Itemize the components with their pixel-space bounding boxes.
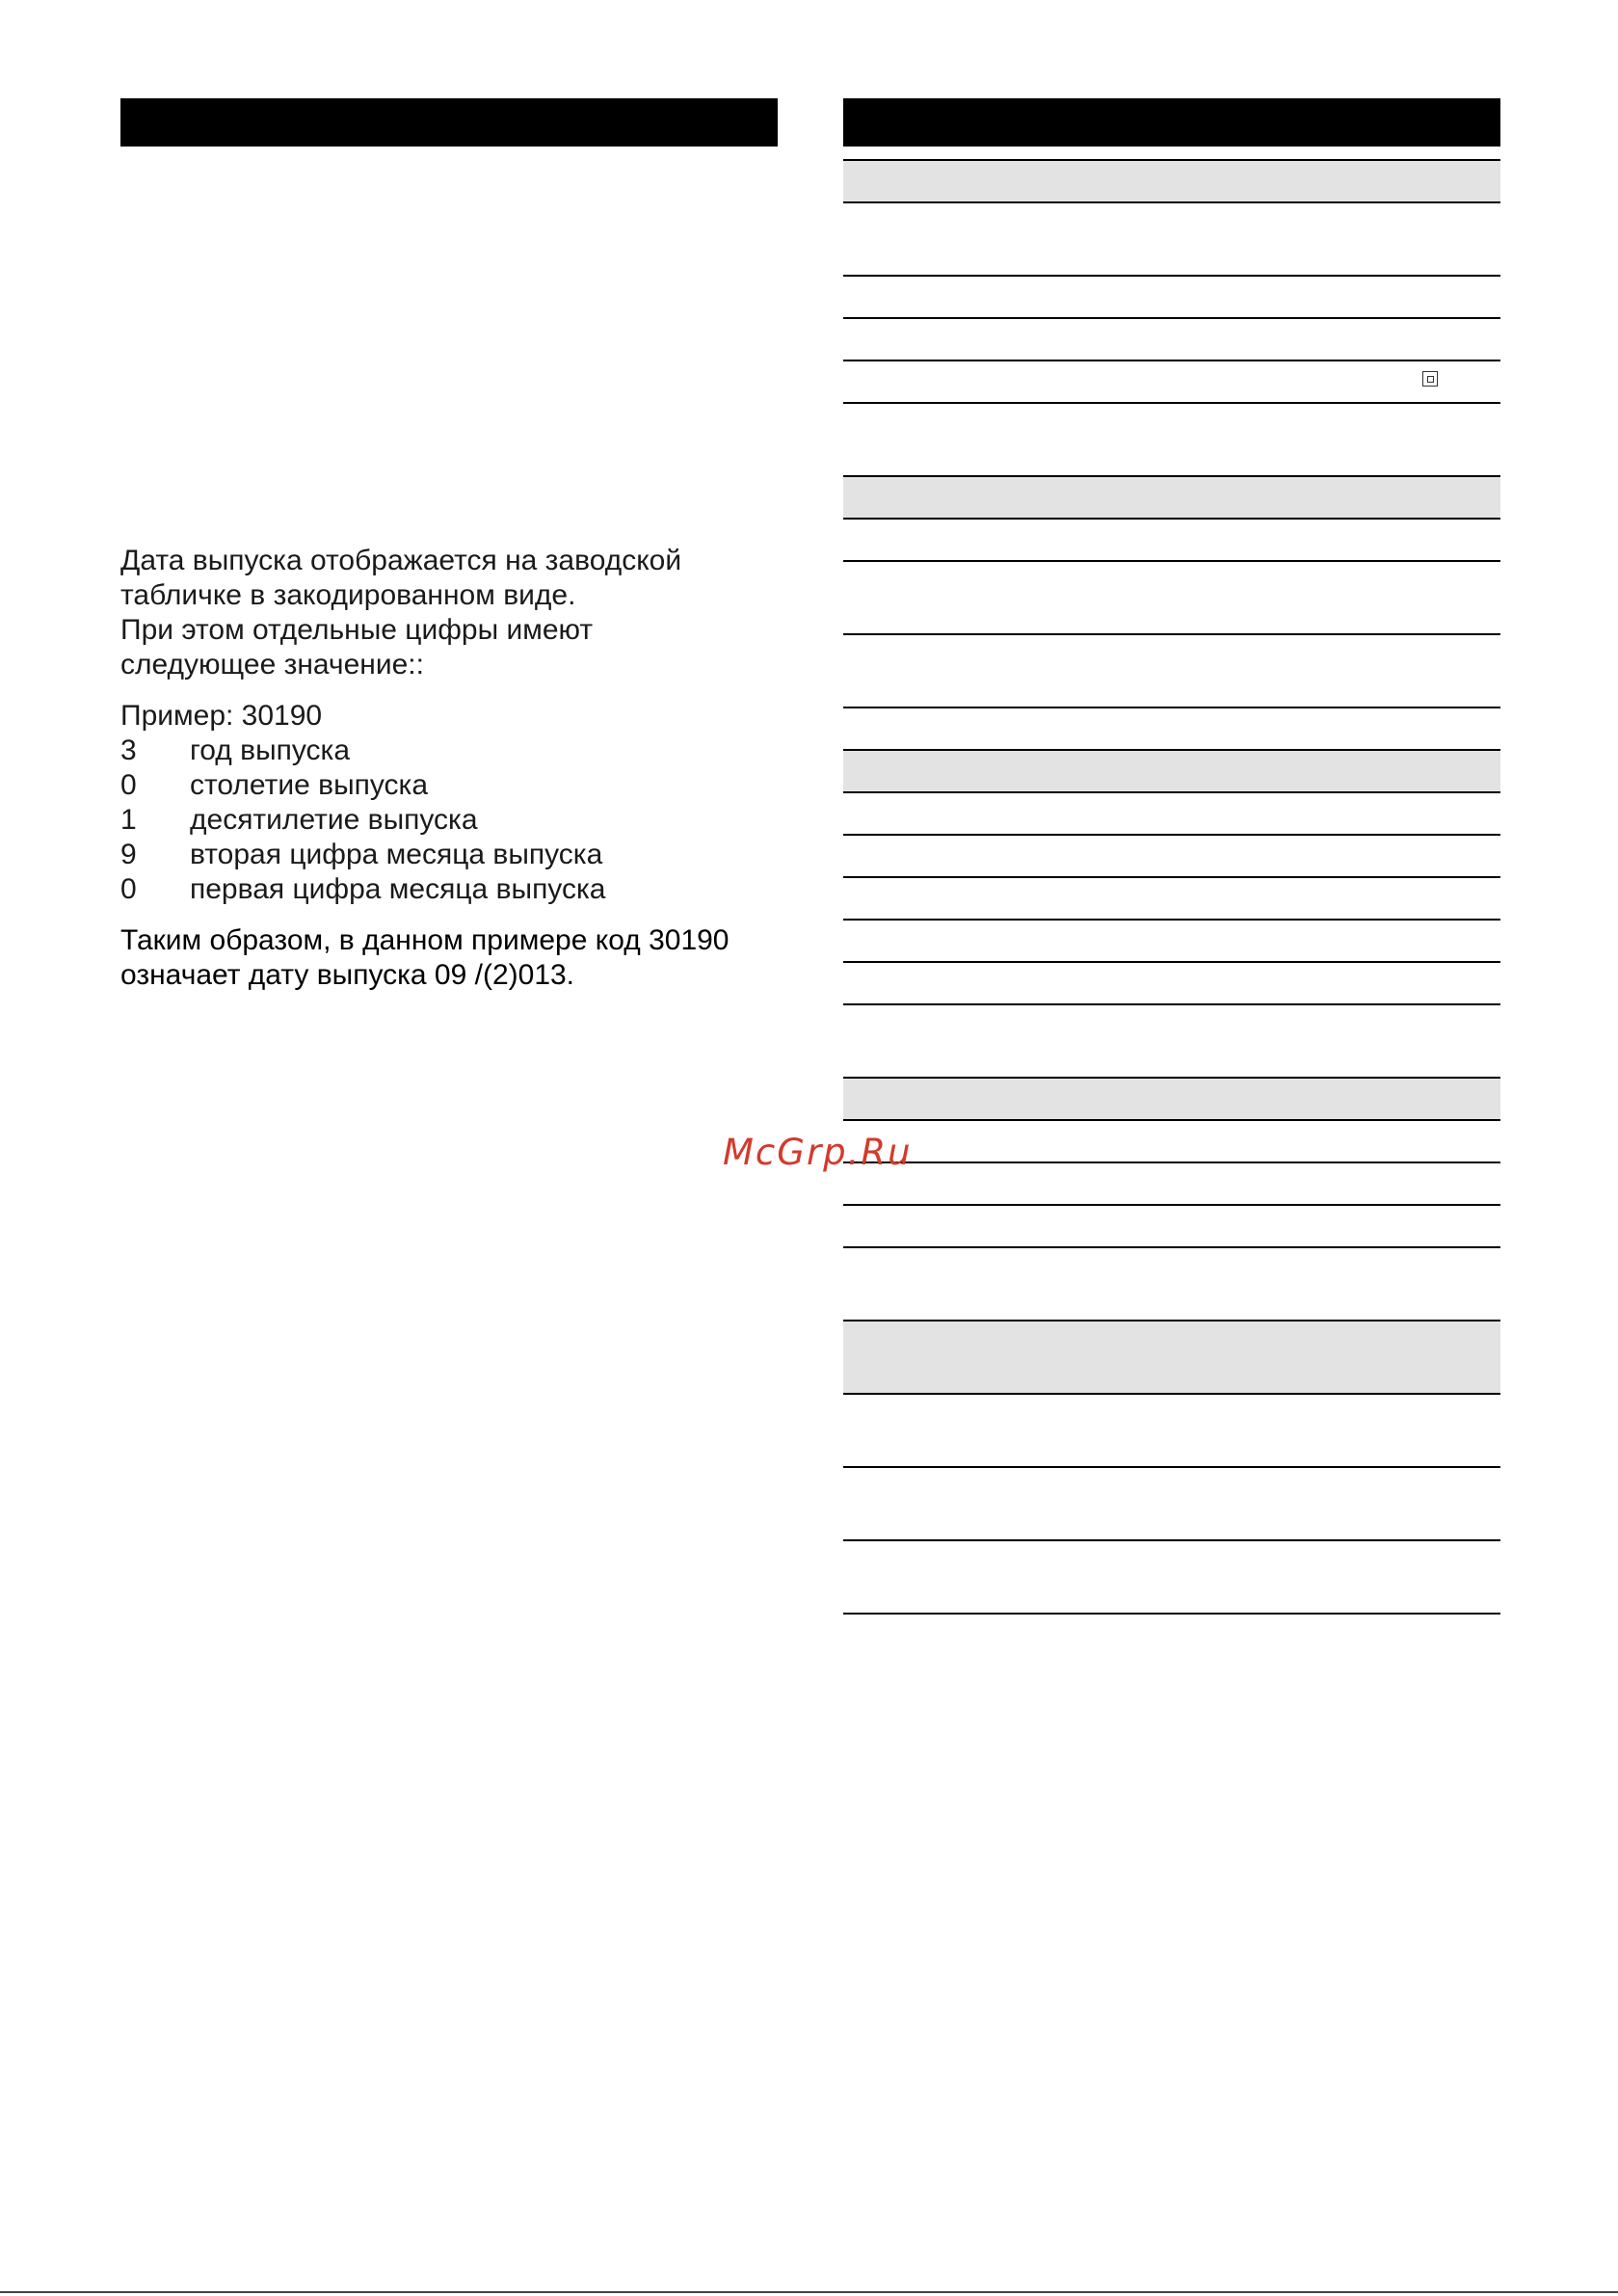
intro-line: следующее значение:: [120,649,424,681]
right-header-bar [843,98,1500,147]
table-row [843,404,1500,477]
digit-meaning: столетие выпуска [190,769,429,801]
table-row [843,635,1500,708]
table-row [843,562,1500,635]
table-row [843,1541,1500,1615]
table-row [843,1248,1500,1322]
table-row [843,520,1500,562]
conclusion-line: Таким образом, в данном примере код 30190 [120,924,729,956]
production-date-intro [120,544,795,682]
digit-value: 3 [120,734,137,766]
digit-meaning: вторая цифра месяца выпуска [190,839,603,870]
table-row [843,836,1500,878]
table-row [843,878,1500,921]
table-row [843,751,1500,793]
watermark: McGrp.Ru [723,1132,913,1173]
table-row [843,1121,1500,1163]
protection-class-icon [1422,371,1438,387]
table-row [843,921,1500,963]
table-row [843,203,1500,277]
digit-value: 0 [120,873,137,905]
list-item [120,872,795,907]
digit-value: 1 [120,804,137,836]
table-row [843,319,1500,361]
table-row [843,1163,1500,1206]
example-conclusion [120,923,795,993]
table-row [843,708,1500,751]
digit-value: 9 [120,839,137,870]
table-row [843,277,1500,319]
digit-meaning: первая цифра месяца выпуска [190,873,606,905]
table-row [843,1079,1500,1121]
table-row [843,793,1500,836]
table-row [843,963,1500,1005]
intro-line: При этом отдельные цифры имеют [120,614,594,646]
table-row [843,361,1500,404]
conclusion-line: означает дату выпуска 09 /(2)013. [120,959,575,991]
table-row [843,1206,1500,1248]
list-item [120,803,795,838]
table-row [843,1322,1500,1395]
intro-line: табличке в закодированном виде. [120,579,576,611]
list-item [120,768,795,803]
digit-meaning-list [120,734,795,907]
list-item [120,734,795,768]
table-row [843,1005,1500,1079]
intro-line: Дата выпуска отображается на заводской [120,545,682,576]
specifications-table [843,159,1500,1615]
list-item [120,838,795,872]
example-title: Пример: 30190 [120,700,323,732]
table-row [843,477,1500,520]
table-row [843,1395,1500,1468]
digit-value: 0 [120,769,137,801]
digit-meaning: год выпуска [190,734,351,766]
table-row [843,1468,1500,1541]
digit-meaning: десятилетие выпуска [190,804,478,836]
page-bottom-rule [0,2291,1618,2293]
left-header-bar [120,98,778,147]
table-row [843,161,1500,203]
